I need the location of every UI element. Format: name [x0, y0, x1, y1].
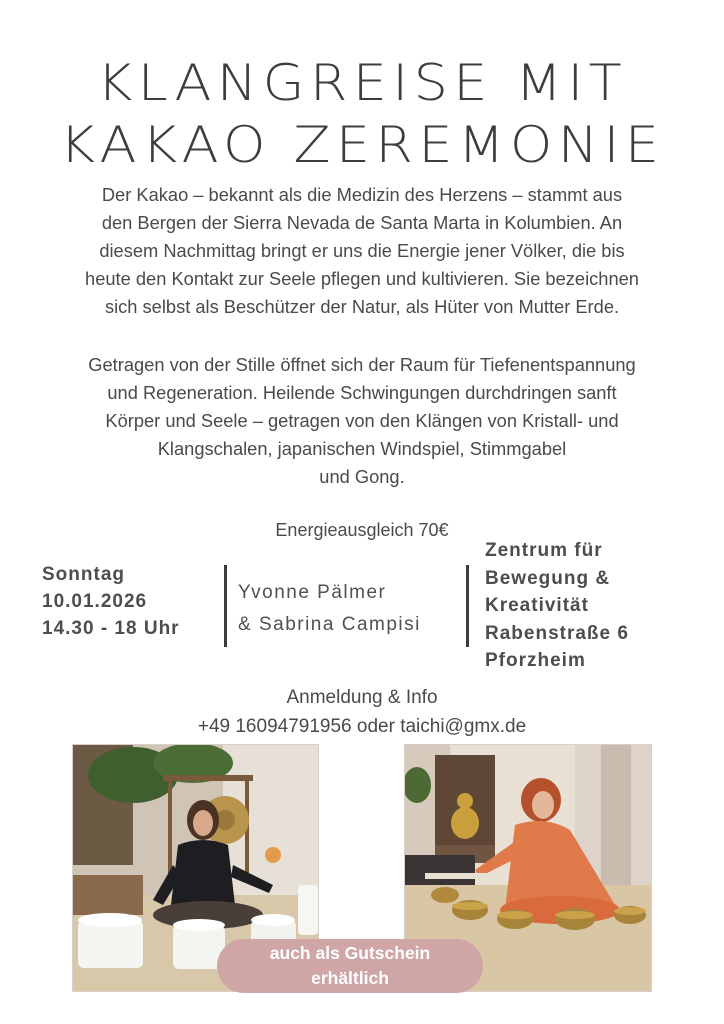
- venue-block: [485, 537, 629, 675]
- intro-paragraph: [30, 181, 694, 321]
- contact-label: Anmeldung & Info: [286, 687, 438, 708]
- venue-line: Kreativität: [485, 595, 589, 616]
- event-day: Sonntag: [42, 564, 125, 585]
- voucher-badge: [217, 939, 483, 993]
- description-line: und Gong.: [319, 466, 405, 487]
- description-paragraph: [30, 351, 694, 491]
- intro-line: den Bergen der Sierra Nevada de Santa Marta in Kolumbien. An: [101, 212, 623, 233]
- contact-details[interactable]: +49 16094791956 oder taichi@gmx.de: [197, 716, 527, 737]
- intro-line: heute den Kontakt zur Seele pflegen und kultivieren. Sie bezeichnen: [85, 268, 639, 289]
- price-text: Energieausgleich 70€: [275, 520, 449, 540]
- venue-line: Rabenstraße 6: [485, 622, 629, 644]
- title-line-1: KLANGREISE MIT: [96, 54, 628, 112]
- host-1: Yvonne Pälmer: [238, 582, 387, 603]
- venue-line: Bewegung &: [485, 567, 611, 589]
- title-line-2: KAKAO ZEREMONIE: [59, 116, 665, 174]
- voucher-line-2: erhältlich: [311, 968, 389, 988]
- divider: [224, 565, 227, 647]
- event-title: [0, 52, 724, 176]
- intro-line: sich selbst als Beschützer der Natur, als Hüter von Mutter Erde.: [104, 296, 620, 317]
- description-line: Getragen von der Stille öffnet sich der Raum für Tiefenentspannung: [88, 354, 636, 375]
- hosts-block: [238, 577, 421, 641]
- description-line: Klangschalen, japanischen Windspiel, Stimmgabel: [157, 438, 567, 459]
- description-line: und Regeneration. Heilende Schwingungen durchdringen sanft: [107, 382, 617, 403]
- venue-line: Zentrum für: [485, 540, 603, 561]
- divider: [466, 565, 469, 647]
- description-line: Körper und Seele – getragen von den Klängen von Kristall- und: [105, 410, 619, 431]
- intro-line: Der Kakao – bekannt als die Medizin des Herzens – stammt aus: [101, 184, 623, 205]
- event-date-block: [42, 561, 180, 642]
- voucher-line-1: auch als Gutschein: [269, 943, 431, 963]
- venue-line: Pforzheim: [485, 650, 586, 671]
- event-time: 14.30 - 18 Uhr: [42, 618, 180, 639]
- contact-block: [0, 683, 724, 741]
- event-date: 10.01.2026: [42, 591, 148, 612]
- host-2: & Sabrina Campisi: [238, 614, 421, 635]
- intro-line: diesem Nachmittag bringt er uns die Energie jener Völker, die bis: [99, 240, 625, 261]
